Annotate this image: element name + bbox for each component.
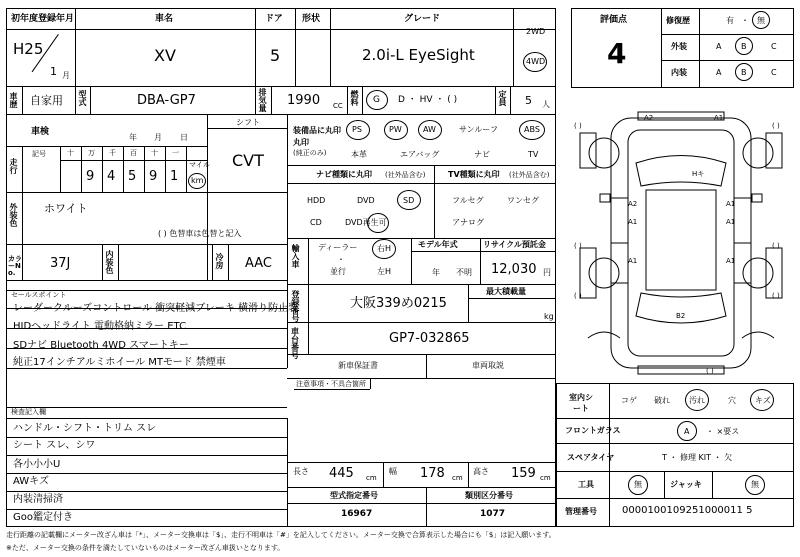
spare-label: スペアタイヤ [567, 453, 615, 462]
mark-a1-right-3: A1 [726, 257, 736, 265]
grade: 2.0i-L EyeSight [362, 46, 475, 64]
navi-sd: SD [403, 196, 415, 205]
interior-seat-label: 室内シート [569, 393, 593, 414]
inspection-year: 年 [129, 133, 137, 142]
inspector-note-2: シート スレ、シワ [13, 440, 96, 451]
load-label: 最大積載量 [486, 287, 526, 296]
ac-label: 冷房 [215, 253, 224, 269]
jack-label: ジャッキ [670, 480, 702, 489]
mileage-header-3: 千 [109, 149, 116, 157]
model-year-year: 年 [432, 268, 440, 277]
mileage-header-5: 十 [151, 149, 158, 157]
mileage-header-2: 万 [88, 149, 95, 157]
grade-label: グレード [404, 14, 441, 24]
import-left: 左H [377, 267, 392, 276]
repair-dot: ・ [741, 16, 749, 25]
seat-dirt: 汚れ [689, 396, 705, 405]
inspector-note-3: 各小小小U [13, 459, 61, 470]
car-name: XV [154, 46, 176, 65]
sales-point-2: HIDヘッドライト 電動格納ミラー ETC [13, 321, 187, 332]
interior-label: 内装 [671, 68, 687, 77]
repair-no: 無 [757, 16, 765, 25]
sales-points-label: セールスポイント [11, 291, 67, 299]
mileage-digit-3: 5 [128, 169, 137, 184]
equip-leather: 本革 [351, 150, 367, 159]
type-no-label: 型式指定番号 [330, 491, 378, 500]
reg-era: H25 [13, 40, 44, 58]
inspection-label: 車検 [31, 127, 50, 137]
class-no-label: 類別区分番号 [465, 491, 513, 500]
exterior-b: B [741, 42, 747, 51]
svg-text:( ): ( ) [772, 292, 780, 300]
doors: 5 [270, 46, 281, 65]
tv-oneseg: ワンセグ [507, 196, 539, 205]
tv-label: TV種類に丸印 [448, 170, 500, 179]
width-label: 幅 [389, 467, 397, 476]
yen-unit: 円 [543, 268, 551, 277]
color-no-label: カラーNo. [8, 255, 22, 277]
import-dot: ・ [337, 255, 345, 264]
mileage-digit-4: 9 [149, 169, 158, 184]
type-no-value: 16967 [341, 509, 373, 519]
shift-value: CVT [232, 151, 264, 170]
recycle-label: リサイクル預託金 [483, 240, 546, 249]
score-value: 4 [607, 37, 627, 70]
inspector-note-6: Goo鑑定付き [13, 512, 73, 523]
mark-h-right: Hキ [692, 170, 705, 178]
equip-abs: ABS [524, 125, 540, 134]
import-dealer: ディーラー [318, 243, 358, 252]
seat-burn: コゲ [621, 396, 637, 405]
svg-text:( ): ( ) [574, 242, 582, 250]
width-unit: cm [452, 474, 463, 482]
color-note: ( ) 色替車は色替と記入 [158, 229, 242, 238]
model-label: 型式 [78, 90, 87, 106]
svg-text:( ): ( ) [706, 367, 714, 375]
svg-text:( ): ( ) [772, 122, 780, 130]
caution-label: 注意事項・不具合箇所 [296, 380, 366, 388]
sales-point-1: レーダークルーズコントロール 衝突軽減ブレーキ 横滑り防止装 [13, 303, 298, 314]
kg-unit: kg [544, 312, 554, 321]
equip-tv: TV [528, 150, 539, 159]
mark-a1-left-1: A1 [628, 218, 638, 226]
height-unit: cm [540, 474, 551, 482]
equip-aw: AW [423, 125, 436, 134]
jack-value: 無 [751, 480, 759, 489]
navi-sub: (社外品含む) [385, 171, 426, 179]
fuel-g: G [373, 95, 380, 105]
mark-a1-right-1: A1 [726, 200, 736, 208]
inspector-note-4: AWキズ [13, 476, 49, 487]
inspection-month: 月 [154, 133, 162, 142]
mileage-digit-1: 9 [86, 169, 95, 184]
glass-rest: ・ ×要ス [706, 427, 740, 436]
navi-label: ナビ種類に丸印 [316, 170, 372, 179]
inspector-notes-label: 検査記入欄 [11, 408, 46, 416]
equip-navi: ナビ [474, 150, 490, 159]
svg-text:( ): ( ) [574, 122, 582, 130]
length-unit: cm [366, 474, 377, 482]
height-value: 159 [511, 466, 536, 481]
capacity-label: 定員 [498, 90, 507, 106]
exterior-a: A [716, 42, 722, 51]
drive-4wd: 4WD [526, 57, 546, 66]
import-label: 輸入車 [291, 244, 300, 268]
recycle-value: 12,030 [491, 262, 537, 277]
sales-point-3: SDナビ Bluetooth 4WD スマートキー [13, 340, 189, 351]
mark-b2-rear: B2 [676, 312, 686, 320]
color-value: ホワイト [44, 202, 88, 215]
reg-year-label: 初年度登録年月 [11, 14, 75, 24]
seat-hole: 穴 [728, 396, 736, 405]
capacity: 5 [525, 94, 532, 107]
length-value: 445 [329, 466, 354, 481]
ac-value: AAC [245, 256, 272, 271]
chassis-label: 車台番号 [291, 327, 299, 360]
mgmt-value: 0000100109251000011 5 [622, 505, 753, 516]
glass-label: フロントガラス [565, 426, 621, 435]
drive-2wd: 2WD [526, 27, 546, 36]
tools-label: 工具 [578, 480, 594, 489]
sales-point-4: 純正17インチアルミホイール MTモード 禁煙車 [13, 357, 226, 368]
equip-airbag: エアバッグ [400, 150, 440, 159]
svg-text:( ): ( ) [772, 242, 780, 250]
seat-scratch: キズ [755, 396, 771, 405]
car-name-label: 車名 [155, 14, 174, 24]
interior-b: B [741, 68, 747, 77]
mileage-header-1: 十 [67, 149, 74, 157]
footer-line-1: 走行距離の記載欄にメーター改ざん車は「*」、メーター交換車は「$」、走行不明車は「#」を記入してください。メーター交換で合算表示した場合にも「$」は記入願います。 [6, 531, 556, 539]
color-label: 外装色 [9, 203, 18, 227]
inspection-day: 日 [180, 133, 188, 142]
km-label: km [191, 176, 204, 185]
inspector-note-1: ハンドル・シフト・トリム スレ [13, 423, 157, 434]
mileage-digit-2: 4 [107, 169, 116, 184]
spare-items: T ・ 修理 KIT ・ 欠 [662, 453, 733, 462]
mark-a2-front: A2 [644, 114, 654, 122]
navi-dvd: DVD [357, 196, 375, 205]
inspector-note-5: 内装清掃済 [13, 494, 63, 505]
equip-sunroof: サンルーフ [459, 125, 498, 134]
color-no-value: 37J [50, 256, 71, 271]
mgmt-label: 管理番号 [565, 507, 597, 516]
interior-color-label: 内装色 [105, 250, 114, 274]
navi-hdd: HDD [307, 196, 326, 205]
registration-value: 大阪339め0215 [350, 296, 447, 311]
score-label: 評価点 [600, 15, 628, 25]
warranty-label: 新車保証書 [338, 361, 378, 370]
equip-pw: PW [389, 125, 402, 134]
navi-dvd-play: DVD再生可 [345, 218, 387, 227]
interior-a: A [716, 68, 722, 77]
fuel-label: 燃料 [350, 90, 359, 106]
mark-a1-left-2: A1 [628, 257, 638, 265]
displacement: 1990 [287, 93, 321, 108]
month-suffix: 月 [62, 71, 70, 80]
fuel-others: D ・ HV ・ ( ) [398, 95, 458, 105]
navi-cd: CD [310, 218, 322, 227]
shift-label: シフト [236, 118, 260, 127]
tv-sub: (社外品含む) [509, 171, 550, 179]
glass-a: A [684, 427, 690, 436]
usage-label: 車歴 [9, 92, 18, 108]
interior-c: C [771, 68, 777, 77]
model: DBA-GP7 [137, 93, 196, 108]
footer-line-2: ※ただ、メーター交換の条件を満たしていないものはメーター改ざん車扱いとなります。 [6, 544, 285, 552]
mileage-digit-5: 1 [170, 169, 179, 184]
svg-text:( ): ( ) [574, 292, 582, 300]
capacity-unit: 人 [542, 100, 550, 109]
mark-a1-front: A1 [714, 114, 724, 122]
class-no-value: 1077 [480, 509, 506, 519]
registration-label: 登録番号 [291, 290, 300, 322]
tv-analog: アナログ [452, 218, 484, 227]
car-diagram [566, 108, 796, 378]
usage: 自家用 [30, 94, 63, 107]
mileage-header-6: 一 [172, 149, 179, 157]
equip-ps: PS [352, 125, 362, 134]
seat-tear: 破れ [654, 396, 670, 405]
model-year-label: モデル年式 [418, 240, 458, 249]
door-label: ドア [265, 14, 283, 24]
manual-label: 車両取説 [472, 361, 504, 370]
mileage-header-4: 百 [130, 149, 137, 157]
displacement-label: 排気量 [258, 88, 267, 112]
repair-label: 修復歴 [666, 16, 690, 25]
cc-unit: CC [333, 102, 343, 110]
import-right: 右H [377, 244, 392, 253]
width-value: 178 [420, 466, 445, 481]
exterior-label: 外装 [671, 42, 687, 51]
height-label: 高さ [473, 467, 489, 476]
mileage-label: 走行 [9, 158, 18, 174]
mileage-note: 記号 [32, 150, 46, 158]
import-parallel: 並行 [330, 267, 346, 276]
exterior-c: C [771, 42, 777, 51]
repair-yes: 有 [726, 16, 734, 25]
tools-value: 無 [634, 480, 642, 489]
chassis-value: GP7-032865 [389, 331, 470, 346]
length-label: 長さ [293, 467, 309, 476]
reg-month: 1 [50, 65, 57, 78]
mile-label: マイル [189, 161, 210, 169]
tv-fullseg: フルセグ [452, 196, 484, 205]
mark-a1-right-2: A1 [726, 218, 736, 226]
model-year-unknown: 不明 [456, 268, 472, 277]
shape-label: 形状 [302, 14, 321, 24]
equipment-sub: (純正のみ) [293, 149, 327, 157]
equipment-label: 装備品に丸印 [293, 126, 341, 135]
mark-a2-left: A2 [628, 200, 638, 208]
